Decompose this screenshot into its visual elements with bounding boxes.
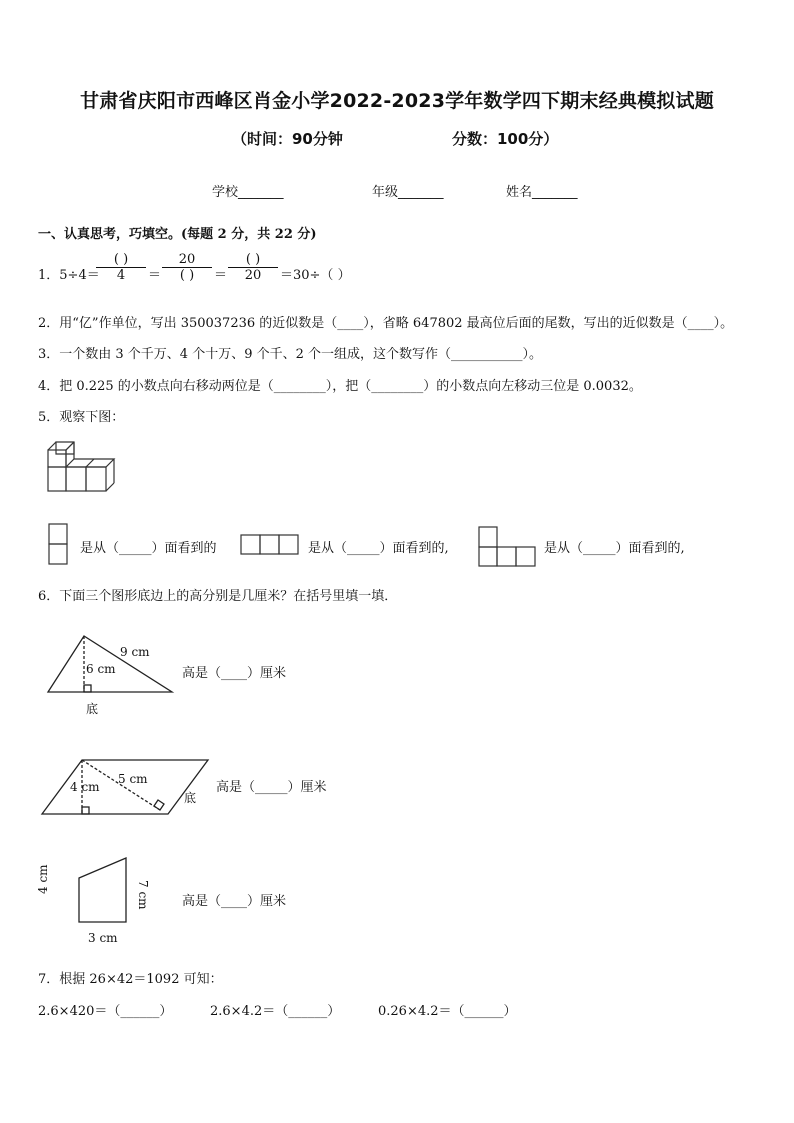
- q7-part-c: 0.26×4.2＝（______）: [378, 1004, 517, 1019]
- parallelogram-answer: 高是（_____）厘米: [216, 780, 327, 795]
- view2-text: 是从（_____）面看到的,: [308, 541, 449, 556]
- parallelogram-diagonal-label: 5 cm: [118, 772, 148, 786]
- q7-text: 7．根据 26×42＝1092 可知：: [38, 972, 223, 987]
- triangle-height-label: 6 cm: [86, 662, 116, 676]
- grade-field: 年级_______: [372, 185, 444, 200]
- q1-frac-3: [228, 252, 278, 283]
- section-heading: 一、认真思考，巧填空。(每题 2 分，共 22 分): [38, 227, 317, 242]
- q4-text: 4．把 0.225 的小数点向右移动两位是（________），把（________）的小数点向左移动三位是 0.0032。: [38, 379, 642, 394]
- q7-part-b: 2.6×4.2＝（______）: [210, 1004, 341, 1019]
- trapezoid-answer: 高是（____）厘米: [182, 894, 287, 909]
- q2-text: 2．用“亿”作单位，写出 350037236 的近似数是（____），省略 647802 最高位后面的尾数，写出的近似数是（____）。: [38, 316, 734, 331]
- q1-number: 1．5÷4＝: [38, 268, 100, 283]
- trapezoid-base-label: 3 cm: [88, 931, 118, 945]
- triangle-side-label: 9 cm: [120, 645, 150, 659]
- q1-frac2-denominator: ( ): [179, 268, 195, 283]
- q1-eq2: ＝: [214, 268, 228, 283]
- parallelogram-base-label: 底: [184, 791, 197, 805]
- q1-frac-2: [162, 252, 212, 283]
- name-field: 姓名_______: [506, 185, 578, 200]
- exam-time: （时间：90分钟: [232, 130, 343, 148]
- q5-text: 5．观察下图：: [38, 410, 125, 425]
- q6-text: 6．下面三个图形底边上的高分别是几厘米？在括号里填一填．: [38, 589, 398, 604]
- q1-frac3-denominator: 20: [244, 268, 262, 283]
- trapezoid-right-label: 7 cm: [136, 880, 150, 910]
- exam-score: 分数：100分）: [452, 130, 559, 148]
- parallelogram-height-label: 4 cm: [70, 780, 100, 794]
- q1-frac1-denominator: 4: [116, 268, 126, 283]
- view-figure-2: [240, 534, 300, 556]
- q1-tail: ＝30÷（ ）: [280, 268, 351, 283]
- view-figure-3: [478, 526, 538, 568]
- q1-frac2-numerator: 20: [178, 252, 196, 267]
- q1-eq1: ＝: [148, 268, 162, 283]
- q1-frac3-numerator: ( ): [245, 252, 261, 267]
- triangle-base-label: 底: [86, 702, 99, 716]
- school-field: 学校_______: [212, 185, 284, 200]
- view1-text: 是从（_____）面看到的: [80, 541, 217, 556]
- q3-text: 3．一个数由 3 个千万、4 个十万、9 个千、2 个一组成，这个数写作（___________）。: [38, 347, 543, 362]
- triangle-answer: 高是（____）厘米: [182, 666, 287, 681]
- cube-stack-figure: [48, 442, 128, 494]
- q1-frac-1: [96, 252, 146, 283]
- page-title: 甘肃省庆阳市西峰区肖金小学2022-2023学年数学四下期末经典模拟试题: [80, 90, 714, 112]
- q1-frac1-numerator: ( ): [113, 252, 129, 267]
- parallelogram-figure: [40, 758, 210, 816]
- view-figure-1: [48, 523, 68, 567]
- view3-text: 是从（_____）面看到的,: [544, 541, 685, 556]
- trapezoid-left-label: 4 cm: [36, 864, 50, 894]
- q7-part-a: 2.6×420＝（______）: [38, 1004, 173, 1019]
- trapezoid-figure: [77, 856, 129, 924]
